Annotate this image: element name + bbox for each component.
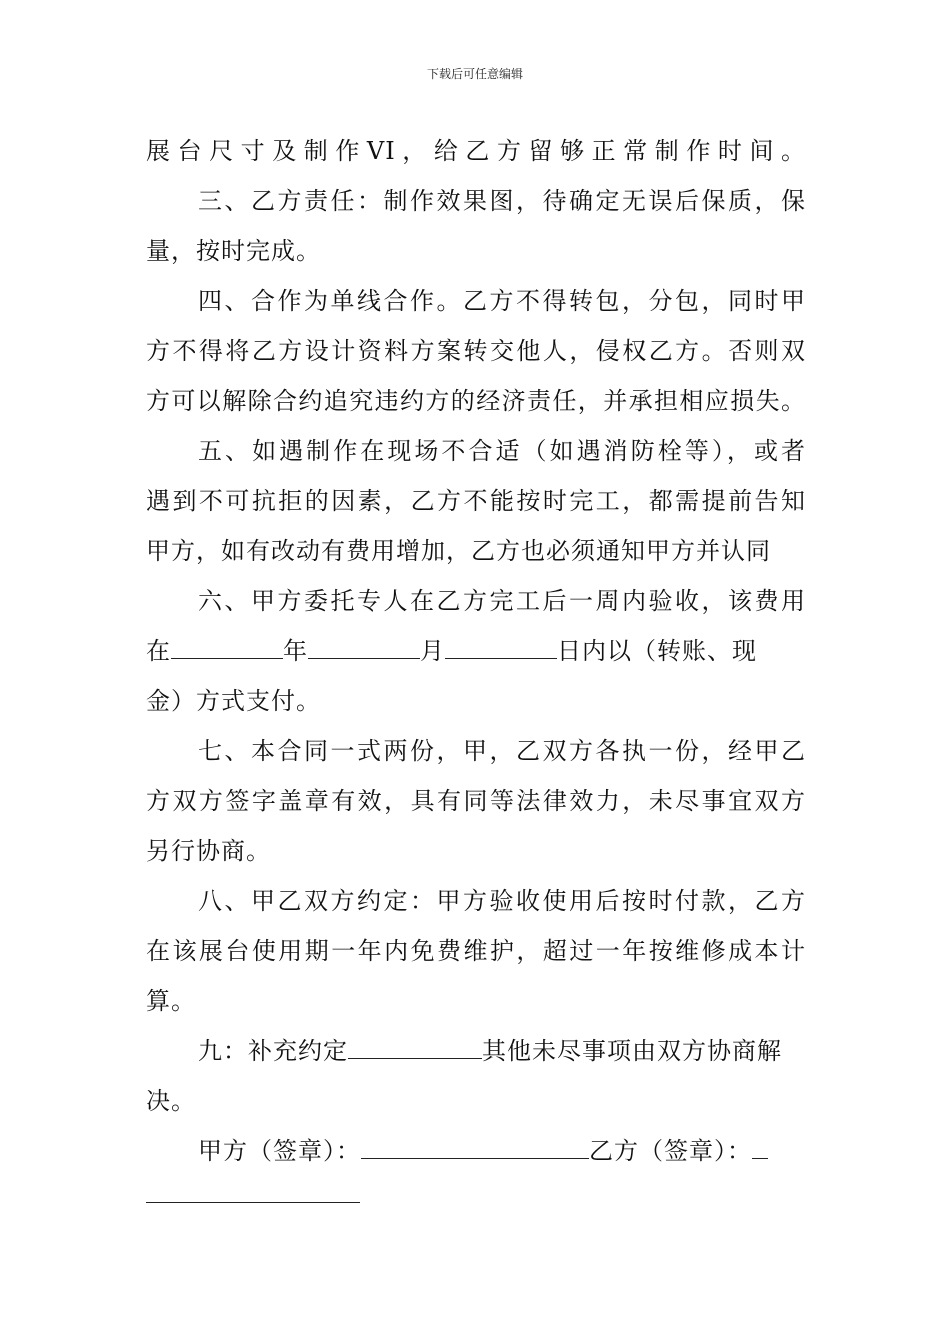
text-fragment: 在 [146,637,171,665]
text-line: 方不得将乙方设计资料方案转交他人，侵权乙方。否则双 [146,337,806,365]
clause-6: 六、甲方委托专人在乙方完工后一周内验收，该费用 [198,587,806,615]
text-line: 算。 [146,987,196,1015]
text-fragment: 日内以（转账、现 [557,637,757,665]
party-b-signature-label: 乙方（签章）： [589,1137,752,1165]
party-a-signature-label: 甲方（签章）： [198,1137,361,1165]
party-b-signature-blank [752,1128,768,1159]
clause-7: 七、本合同一式两份，甲，乙双方各执一份，经甲乙 [198,737,806,765]
signature-line [146,1126,806,1176]
text-line: 展台尺寸及制作VI，给乙方留够正常制作时间。 [146,137,806,165]
clause-4: 四、合作为单线合作。乙方不得转包，分包，同时甲 [198,287,806,315]
clause-5: 五、如遇制作在现场不合适（如遇消防栓等），或者 [198,437,806,465]
text-line: 金）方式支付。 [146,687,321,715]
text-fragment: 月 [420,637,445,665]
month-blank [308,628,420,659]
year-blank [171,628,283,659]
text-line: 决。 [146,1087,196,1115]
text-line: 方可以解除合约追究违约方的经济责任，并承担相应损失。 [146,387,806,415]
text-line: 遇到不可抗拒的因素，乙方不能按时完工，都需提前告知 [146,487,806,515]
day-blank [445,628,557,659]
clause-8: 八、甲乙双方约定：甲方验收使用后按时付款，乙方 [198,887,806,915]
contract-body [146,126,806,1176]
text-line: 在该展台使用期一年内免费维护，超过一年按维修成本计 [146,937,806,965]
party-a-signature-blank [361,1128,589,1159]
supplement-blank [348,1028,482,1059]
payment-date-line [146,626,806,676]
page-header-note: 下载后可任意编辑 [426,67,523,81]
clause-3: 三、乙方责任：制作效果图，待确定无误后保质，保 [198,187,806,215]
text-fragment: 其他未尽事项由双方协商解 [482,1037,782,1065]
text-line: 甲方，如有改动有费用增加，乙方也必须通知甲方并认同 [146,537,771,565]
clause-9 [146,1026,806,1076]
text-line: 量，按时完成。 [146,237,321,265]
text-fragment: 九：补充约定 [198,1037,348,1065]
party-b-signature-blank-continued [146,1202,360,1203]
text-line: 另行协商。 [146,837,271,865]
text-fragment: 年 [283,637,308,665]
text-line: 方双方签字盖章有效，具有同等法律效力，未尽事宜双方 [146,787,806,815]
